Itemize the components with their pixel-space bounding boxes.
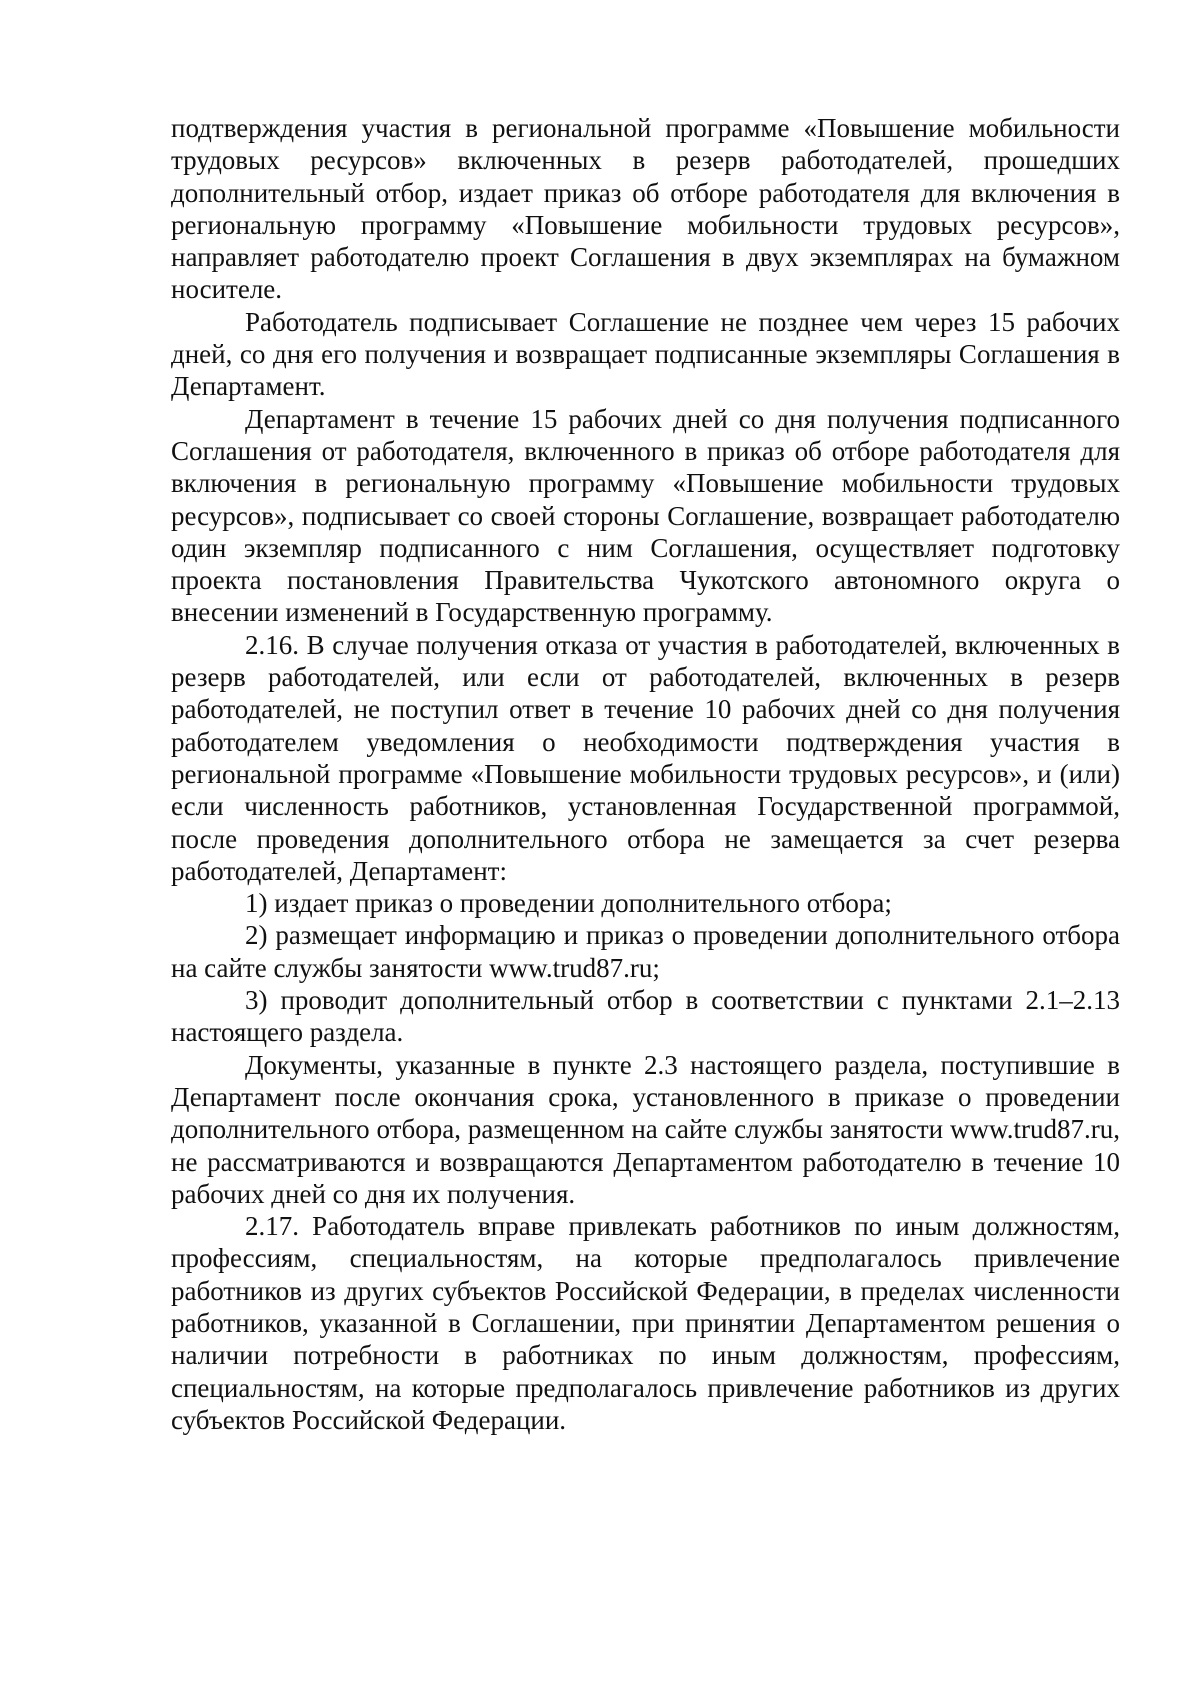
list-item-1: 1) издает приказ о проведении дополнительного отбора; bbox=[245, 888, 892, 919]
paragraph-continuation: подтверждения участия в региональной программе «Повышение мобильности трудовых ресурсов» включенных в резерв работодателей, прошедших дополнительный отбор, издает приказ об отборе работодателя для включения в региональную программу «Повышение мобильности трудовых ресурсов», направляет работодателю проект Соглашения в двух экземплярах на бумажном носителе. bbox=[171, 113, 1120, 305]
list-item-2: 2) размещает информацию и приказ о проведении дополнительного отбора на сайте службы занятости www.trud87.ru; bbox=[171, 920, 1120, 983]
document-page bbox=[171, 112, 1120, 1436]
list-item-3: 3) проводит дополнительный отбор в соответствии с пунктами 2.1–2.13 настоящего раздела. bbox=[171, 985, 1120, 1048]
paragraph-documents: Документы, указанные в пункте 2.3 настоящего раздела, поступившие в Департамент после окончания срока, установленного в приказе о проведении дополнительного отбора, размещенном на сайте службы занятости www.trud87.ru, не рассматриваются и возвращаются Департаментом работодателю в течение 10 рабочих дней со дня их получения. bbox=[171, 1049, 1120, 1209]
paragraph-clause-2-17: 2.17. Работодатель вправе привлекать работников по иным должностям, профессиям, специальностям, на которые предполагалось привлечение работников из других субъектов Российской Федерации, в пределах численности работников, указанной в Соглашении, при принятии Департаментом решения о наличии потребности в работниках по иным должностям, профессиям, специальностям, на которые предполагалось привлечение работников из других субъектов Российской Федерации. bbox=[171, 1211, 1120, 1435]
paragraph-department-signs: Департамент в течение 15 рабочих дней со дня получения подписанного Соглашения от работодателя, включенного в приказ об отборе работодателя для включения в региональную программу «Повышение мобильности трудовых ресурсов», подписывает со своей стороны Соглашение, возвращает работодателю один экземпляр подписанного с ним Соглашения, осуществляет подготовку проекта постановления Правительства Чукотского автономного округа о внесении изменений в Государственную программу. bbox=[171, 403, 1120, 628]
paragraph-clause-2-16: 2.16. В случае получения отказа от участия в работодателей, включенных в резерв работодателей, или если от работодателей, включенных в резерв работодателей, не поступил ответ в течение 10 рабочих дней со дня получения работодателем уведомления о необходимости подтверждения участия в региональной программе «Повышение мобильности трудовых ресурсов», и (или) если численность работников, установленная Государственной программой, после проведения дополнительного отбора не замещается за счет резерва работодателей, Департамент: bbox=[171, 629, 1120, 886]
paragraph-employer-signs: Работодатель подписывает Соглашение не позднее чем через 15 рабочих дней, со дня его получения и возвращает подписанные экземпляры Соглашения в Департамент. bbox=[171, 306, 1120, 402]
